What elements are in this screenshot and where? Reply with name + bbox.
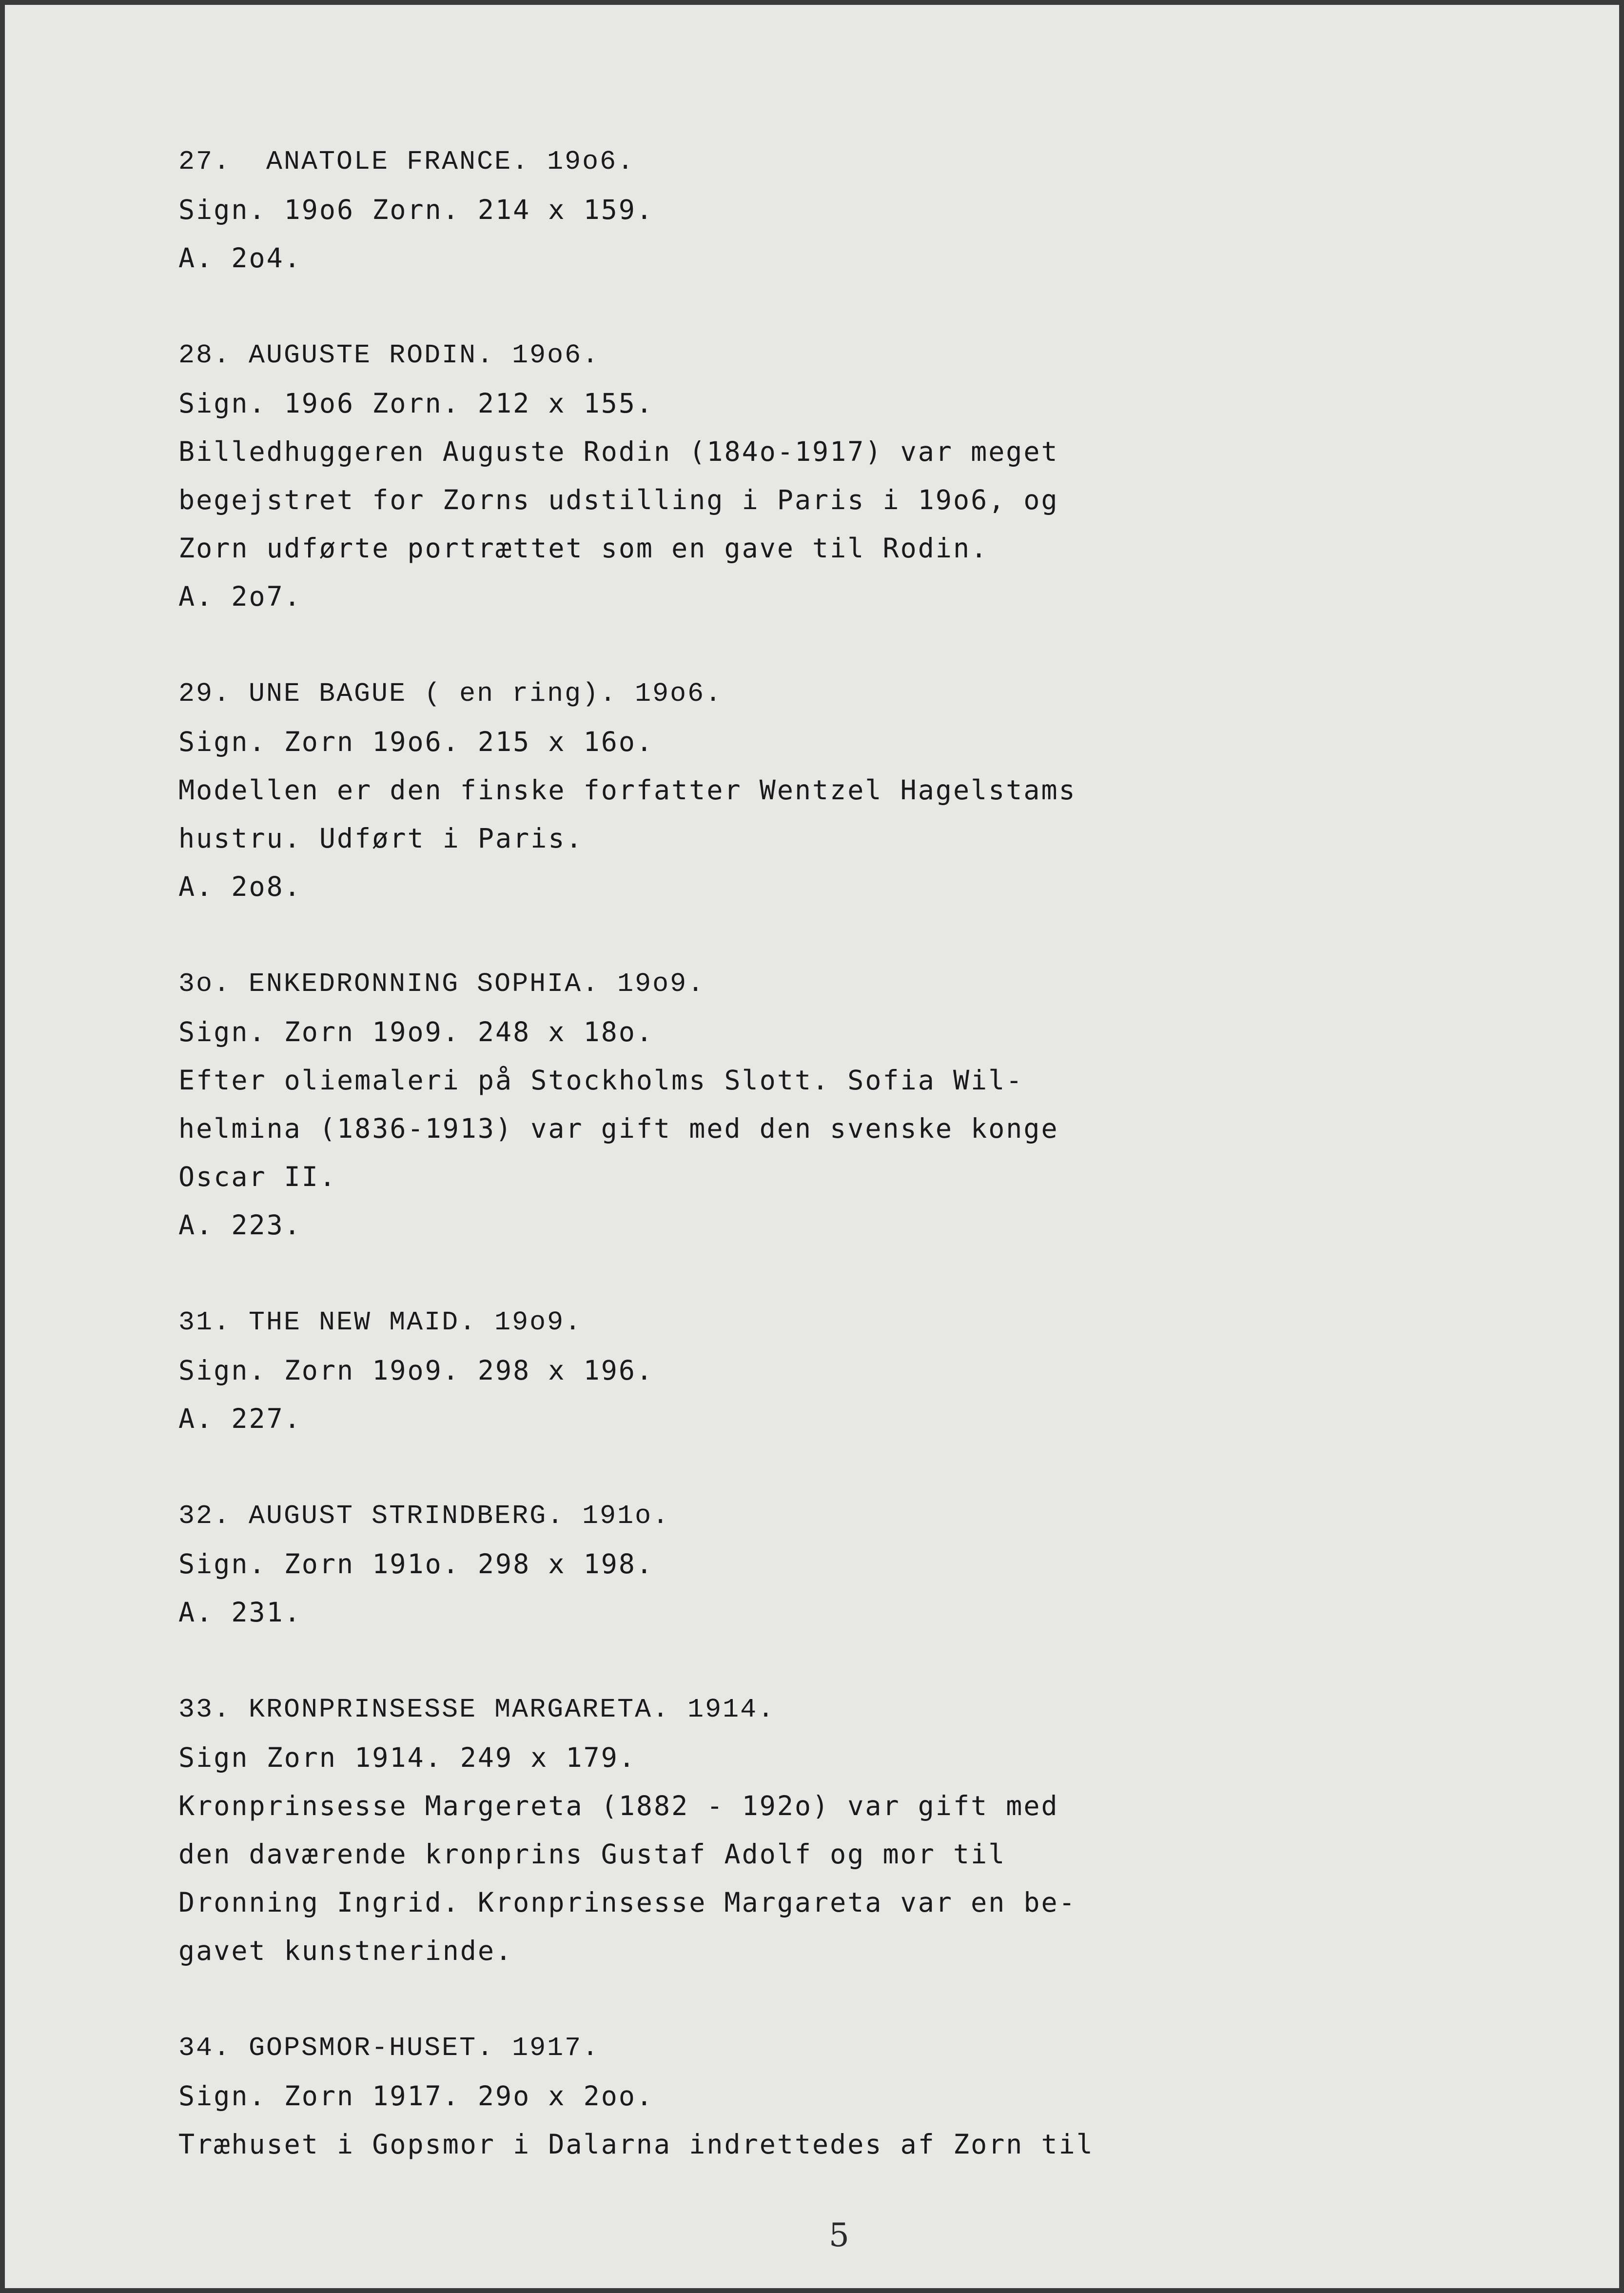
entry-line: Træhuset i Gopsmor i Dalarna indrettedes af Zorn til [178, 2129, 1094, 2160]
entry-title: 31. THE NEW MAID. 19o9. [178, 1307, 583, 1338]
entry-line: Sign. Zorn 19o9. 248 x 18o. [178, 1016, 654, 1048]
entry-line: Sign. 19o6 Zorn. 212 x 155. [178, 388, 654, 419]
catalog-entry-28 [178, 331, 1300, 621]
entry-line: Sign Zorn 1914. 249 x 179. [178, 1742, 636, 1773]
entry-line: Modellen er den finske forfatter Wentzel Hagelstams [178, 774, 1076, 806]
entry-line: Sign. Zorn 19o6. 215 x 16o. [178, 726, 654, 757]
entry-line: Efter oliemaleri på Stockholms Slott. Sofia Wil- [178, 1065, 1024, 1096]
entry-line: Zorn udførte portrættet som en gave til Rodin. [178, 533, 989, 564]
entry-line: Sign. Zorn 191o. 298 x 198. [178, 1548, 654, 1580]
entry-line: Sign. Zorn 1917. 29o x 2oo. [178, 2080, 654, 2112]
catalog-entry-27 [178, 138, 1300, 282]
catalog-entry-29 [178, 670, 1300, 911]
entry-title: 28. AUGUSTE RODIN. 19o6. [178, 340, 600, 371]
document-body [178, 138, 1300, 2217]
entry-line: A. 227. [178, 1403, 302, 1434]
entry-line: Billedhuggeren Auguste Rodin (184o-1917) var meget [178, 436, 1059, 467]
entry-line: helmina (1836-1913) var gift med den svenske konge [178, 1113, 1059, 1144]
catalog-entry-32 [178, 1492, 1300, 1637]
entry-title: 33. KRONPRINSESSE MARGARETA. 1914. [178, 1694, 776, 1725]
entry-title: 3o. ENKEDRONNING SOPHIA. 19o9. [178, 969, 705, 999]
catalog-entry-34 [178, 2024, 1300, 2169]
catalog-entry-33 [178, 1685, 1300, 1975]
entry-line: gavet kunstnerinde. [178, 1935, 513, 1966]
entry-line: A. 231. [178, 1597, 302, 1628]
catalog-entry-30 [178, 960, 1300, 1249]
page-number [829, 2216, 849, 2254]
entry-line: A. 2o7. [178, 581, 302, 612]
entry-line: den daværende kronprins Gustaf Adolf og mor til [178, 1838, 1006, 1870]
entry-title: 34. GOPSMOR-HUSET. 1917. [178, 2033, 600, 2063]
entry-line: begejstret for Zorns udstilling i Paris i 19o6, og [178, 484, 1059, 515]
entry-line: Kronprinsesse Margereta (1882 - 192o) var gift med [178, 1790, 1059, 1821]
entry-line: A. 223. [178, 1209, 302, 1241]
entry-line: A. 2o8. [178, 871, 302, 902]
entry-line: Oscar II. [178, 1161, 337, 1192]
catalog-entry-31 [178, 1298, 1300, 1443]
entry-line: A. 2o4. [178, 242, 302, 274]
entry-line: Sign. 19o6 Zorn. 214 x 159. [178, 194, 654, 225]
page-number-text: 5 [829, 2216, 849, 2254]
entry-line: hustru. Udført i Paris. [178, 823, 584, 854]
document-page [5, 5, 1619, 2288]
entry-title: 29. UNE BAGUE ( en ring). 19o6. [178, 678, 723, 709]
entry-line: Dronning Ingrid. Kronprinsesse Margareta var en be- [178, 1887, 1076, 1918]
entry-title: 27. ANATOLE FRANCE. 19o6. [178, 146, 635, 177]
entry-line: Sign. Zorn 19o9. 298 x 196. [178, 1355, 654, 1386]
entry-title: 32. AUGUST STRINDBERG. 191o. [178, 1501, 670, 1531]
